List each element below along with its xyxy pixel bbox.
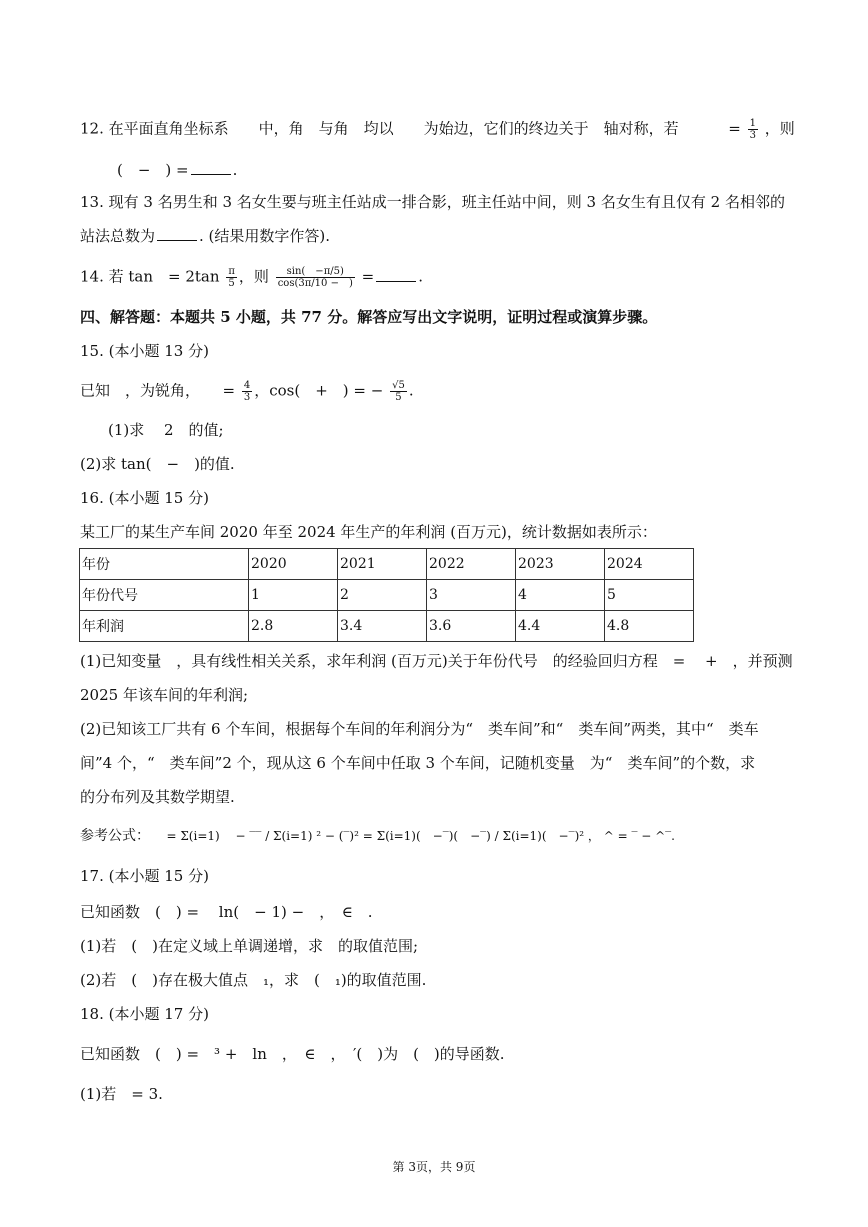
q17-header: 17. (本小题 15 分) <box>80 867 209 885</box>
table-cell: 年份代号 <box>80 580 249 611</box>
table-cell: 3 <box>427 580 516 611</box>
table-cell: 2024 <box>605 549 694 580</box>
table-cell: 2022 <box>427 549 516 580</box>
section-heading: 四、解答题：本题共 5 小题，共 77 分。解答应写出文字说明，证明过程或演算步骤。 <box>80 308 658 326</box>
profit-table <box>79 548 694 642</box>
q12-line1: 12. 在平面直角坐标系 中，角 与角 均以 为始边，它们的终边关于 轴对称，若 = $\frac{1}{3}$ ，则 <box>80 118 795 141</box>
q14-answer-blank[interactable] <box>376 267 416 282</box>
table-cell: 4.8 <box>605 611 694 642</box>
q18-part1: (1)若 = 3. <box>80 1085 163 1103</box>
q15-fraction-2: $\frac{√5}{5}$ <box>392 380 405 403</box>
table-cell: 年份 <box>80 549 249 580</box>
q15-fraction-1: $\frac{4}{3}$ <box>243 380 251 403</box>
table-cell: 4 <box>516 580 605 611</box>
q17-given: 已知函数 ( ) = ln( − 1) − ， ∈ . <box>80 903 373 921</box>
q13-line2: 站法总数为 . (结果用数字作答). <box>80 227 331 245</box>
q16-part1-line2: 2025 年该车间的年利润; <box>80 686 248 704</box>
table-cell: 1 <box>249 580 338 611</box>
q12-answer-blank[interactable] <box>191 160 231 175</box>
q16-part1-line1: (1)已知变量 ，具有线性相关关系，求年利润 (百万元)关于年份代号 的经验回归方程 = + ，并预测 <box>80 652 793 670</box>
table-cell: 年利润 <box>80 611 249 642</box>
table-cell: 2023 <box>516 549 605 580</box>
table-cell: 2.8 <box>249 611 338 642</box>
reference-formula <box>80 826 675 846</box>
formula-label: 参考公式： <box>80 828 150 844</box>
table-cell: 3.6 <box>427 611 516 642</box>
table-cell: 5 <box>605 580 694 611</box>
q14-pi-fraction: $\frac{\pi}{5}$ <box>228 266 235 289</box>
q12-text-c: ( − ) = <box>117 161 189 179</box>
q12-text-a: 12. 在平面直角坐标系 中，角 与角 均以 为始边，它们的终边关于 轴对称，若 <box>80 119 679 138</box>
formula-text: = Σ(i=1) − ‾‾ / Σ(i=1) ² − (‾)² = Σ(i=1)( −‾)( −‾) / Σ(i=1)( −‾)² ， ^ = ‾ − ^‾. <box>154 829 676 843</box>
q14-line: 14. 若 tan = 2tan $\frac{\pi}{5}$ ，则 $\frac{\sin( -\pi/5)}{\cos(3\pi/10 - )}$ = . <box>80 266 423 289</box>
q16-part2-line2: 间”4 个，“ 类车间”2 个，现从这 6 个车间中任取 3 个车间，记随机变量 为“ 类车间”的个数，求 <box>80 754 756 772</box>
q15-part2: (2)求 tan( − )的值. <box>80 455 235 473</box>
table-row <box>80 580 694 611</box>
q15-given: 已知 ，为锐角， = $\frac{4}{3}$ ，cos( + ) = − $\frac{√5}{5}$ . <box>80 380 414 403</box>
q13-line1: 13. 现有 3 名男生和 3 名女生要与班主任站成一排合影，班主任站中间，则 3 名女生有且仅有 2 名相邻的 <box>80 193 785 211</box>
q12-text-b: ，则 <box>764 119 795 138</box>
q14-ratio-fraction: $\frac{\sin( -\pi/5)}{\cos(3\pi/10 - )}$ <box>277 266 353 289</box>
table-cell: 3.4 <box>338 611 427 642</box>
table-cell: 2 <box>338 580 427 611</box>
q18-header: 18. (本小题 17 分) <box>80 1005 209 1023</box>
q17-part2: (2)若 ( )存在极大值点 ₁，求 ( ₁)的取值范围. <box>80 971 427 989</box>
q12-fraction: $\frac{1}{3}$ <box>749 118 756 141</box>
q15-header: 15. (本小题 13 分) <box>80 342 209 360</box>
table-row <box>80 611 694 642</box>
page-footer: 第 3页，共 9页 <box>392 1160 476 1174</box>
q18-given: 已知函数 ( ) = ³ + ln ， ∈ ， ′( )为 ( )的导函数. <box>80 1045 505 1063</box>
q16-header: 16. (本小题 15 分) <box>80 489 209 507</box>
q15-part1: (1)求 2 的值; <box>108 421 224 439</box>
table-cell: 2021 <box>338 549 427 580</box>
q16-part2-line1: (2)已知该工厂共有 6 个车间，根据每个车间的年利润分为“ 类车间”和“ 类车间”两类，其中“ 类车 <box>80 720 759 738</box>
q16-intro: 某工厂的某生产车间 2020 年至 2024 年生产的年利润 (百万元)，统计数据如表所示： <box>80 523 657 541</box>
q17-part1: (1)若 ( )在定义域上单调递增，求 的取值范围; <box>80 937 419 955</box>
q12-line2: ( − ) = . <box>117 161 238 179</box>
table-row <box>80 549 694 580</box>
table-cell: 4.4 <box>516 611 605 642</box>
q13-answer-blank[interactable] <box>157 226 197 241</box>
q16-part2-line3: 的分布列及其数学期望. <box>80 788 235 806</box>
table-cell: 2020 <box>249 549 338 580</box>
